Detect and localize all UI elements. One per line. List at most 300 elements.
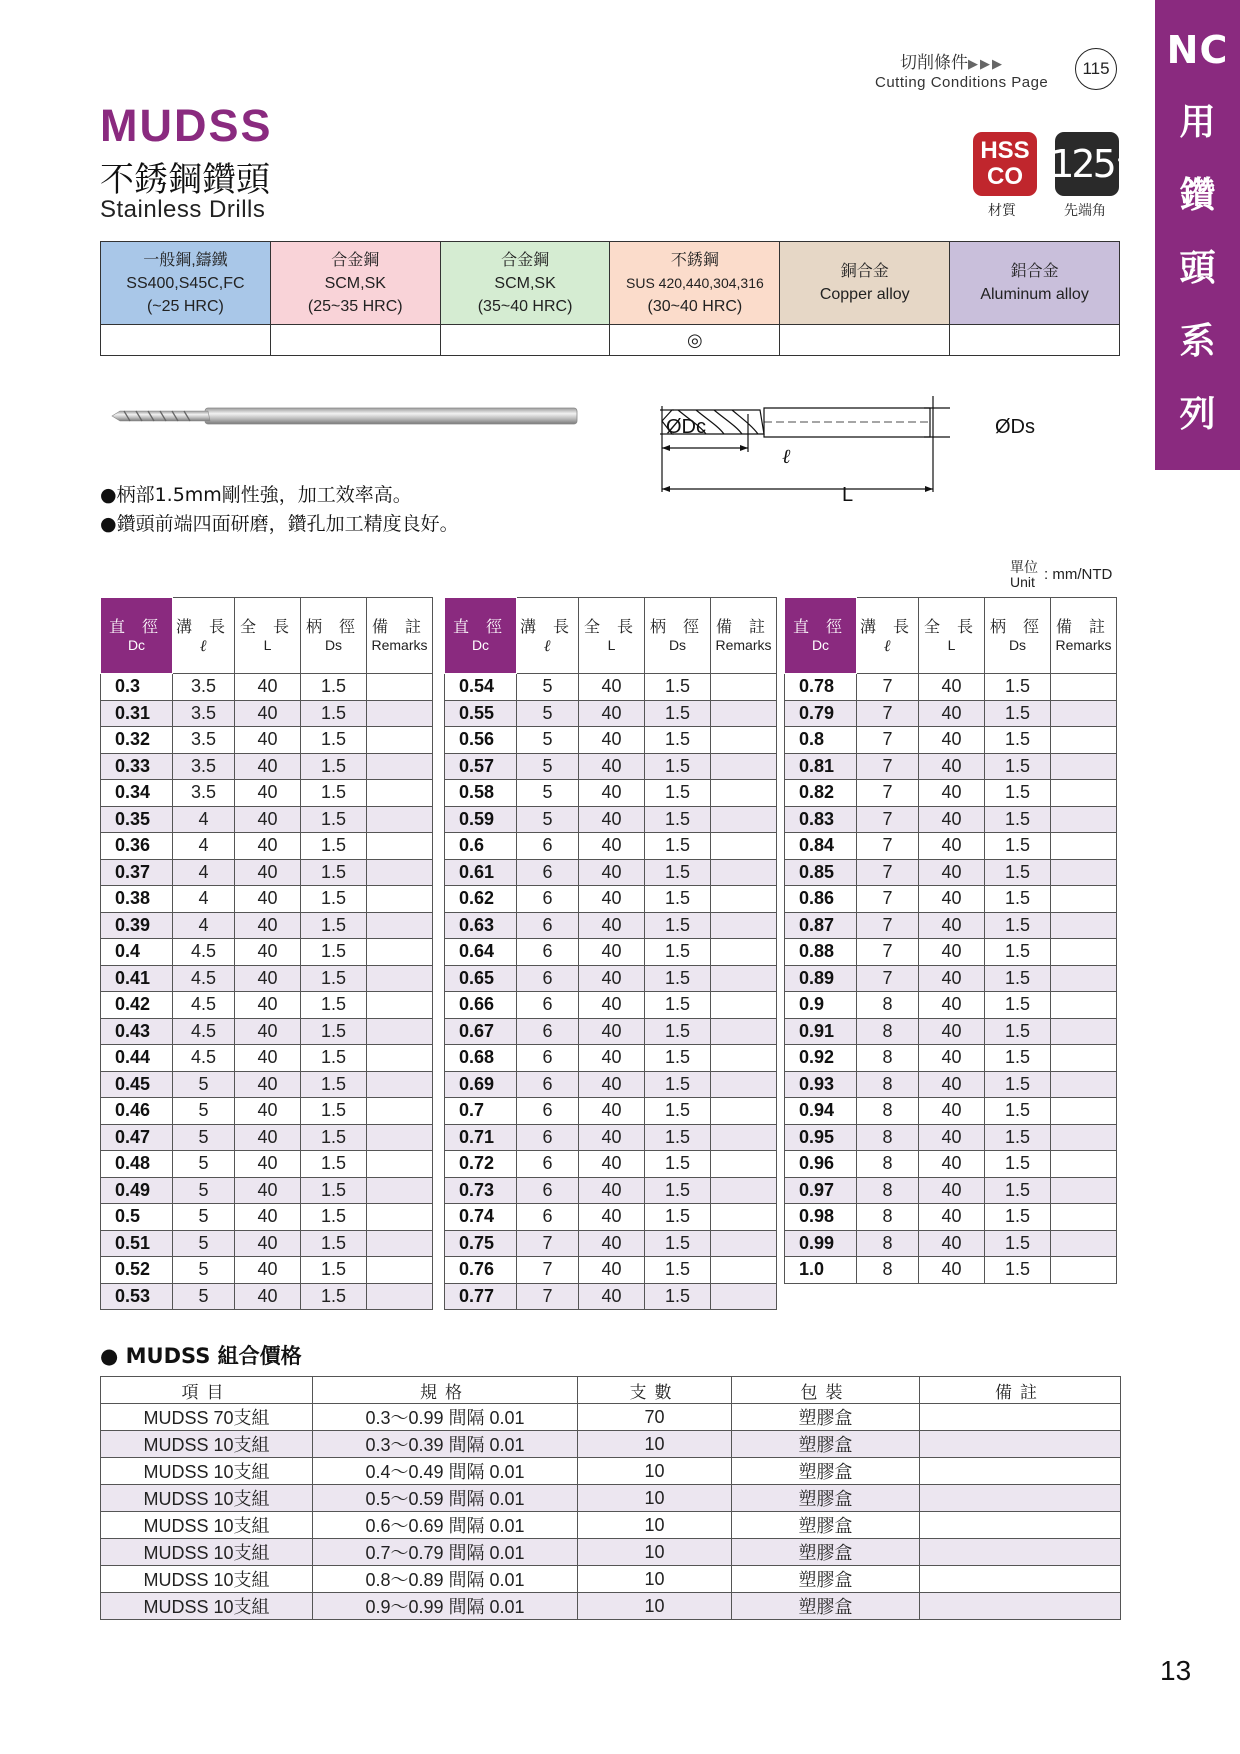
- material-cell: [270, 242, 440, 325]
- remarks-cell: [711, 1071, 777, 1098]
- spec-row: [445, 727, 777, 754]
- shank-diameter-cell: 1.5: [645, 780, 711, 807]
- flute-length-cell: 6: [517, 1071, 579, 1098]
- flute-length-cell: 4: [173, 833, 235, 860]
- diameter-cell: 0.75: [445, 1230, 517, 1257]
- overall-length-cell: 40: [579, 674, 645, 701]
- overall-length-cell: 40: [919, 1257, 985, 1284]
- diameter-cell: 0.46: [101, 1098, 173, 1125]
- flute-length-cell: 3.5: [173, 700, 235, 727]
- shank-diameter-cell: 1.5: [301, 700, 367, 727]
- material-cell: [950, 242, 1120, 325]
- diameter-cell: 1.0: [785, 1257, 857, 1284]
- flute-length-cell: 8: [857, 1018, 919, 1045]
- page-reference-badge[interactable]: 115: [1075, 48, 1117, 90]
- set-item-cell: MUDSS 10支組: [101, 1539, 313, 1566]
- point-angle-value: 125: [1050, 142, 1114, 186]
- spec-row: [101, 1230, 433, 1257]
- set-spec-cell: 0.5～0.59 間隔 0.01: [313, 1485, 578, 1512]
- overall-length-cell: 40: [579, 1177, 645, 1204]
- shank-diameter-cell: 1.5: [985, 753, 1051, 780]
- set-section-title: ● MUDSS 組合價格: [100, 1344, 302, 1368]
- remarks-cell: [1051, 859, 1117, 886]
- point-angle-label: 先端角: [1064, 202, 1106, 218]
- shank-diameter-cell: 1.5: [645, 886, 711, 913]
- shank-diameter-cell: 1.5: [645, 806, 711, 833]
- remarks-cell: [1051, 965, 1117, 992]
- diameter-cell: 0.72: [445, 1151, 517, 1178]
- shank-diameter-header-en: Ds: [1008, 636, 1027, 653]
- overall-length-cell: 40: [919, 753, 985, 780]
- overall-length-header: [919, 598, 985, 674]
- overall-length-cell: 40: [579, 886, 645, 913]
- flute-length-cell: 6: [517, 859, 579, 886]
- shank-diameter-cell: 1.5: [985, 1177, 1051, 1204]
- remarks-cell: [367, 1257, 433, 1284]
- shank-diameter-cell: 1.5: [301, 1071, 367, 1098]
- overall-length-cell: 40: [579, 939, 645, 966]
- shank-diameter-cell: 1.5: [645, 1230, 711, 1257]
- overall-length-cell: 40: [919, 727, 985, 754]
- overall-length-cell: 40: [919, 1204, 985, 1231]
- set-item-cell: MUDSS 70支組: [101, 1404, 313, 1431]
- flute-length-cell: 7: [517, 1283, 579, 1310]
- remarks-cell: [367, 1045, 433, 1072]
- feature-bullet: ●柄部1.5mm剛性強，加工效率高。: [100, 484, 412, 506]
- overall-length-header-en: L: [947, 636, 956, 653]
- diameter-cell: 0.74: [445, 1204, 517, 1231]
- flute-length-cell: 8: [857, 1257, 919, 1284]
- remarks-cell: [711, 727, 777, 754]
- diameter-cell: 0.85: [785, 859, 857, 886]
- remarks-cell: [711, 806, 777, 833]
- remarks-cell: [367, 780, 433, 807]
- set-package-cell: 塑膠盒: [732, 1485, 920, 1512]
- overall-length-header: [235, 598, 301, 674]
- remarks-cell: [711, 1045, 777, 1072]
- remarks-cell: [1051, 674, 1117, 701]
- flute-length-cell: 5: [517, 674, 579, 701]
- flute-length-cell: 7: [857, 833, 919, 860]
- shank-diameter-cell: 1.5: [301, 1018, 367, 1045]
- overall-length-cell: 40: [235, 886, 301, 913]
- remarks-cell: [1051, 753, 1117, 780]
- overall-length-cell: 40: [235, 965, 301, 992]
- diameter-cell: 0.87: [785, 912, 857, 939]
- remarks-header-zh: 備 註: [715, 616, 772, 636]
- set-package-cell: 塑膠盒: [732, 1566, 920, 1593]
- overall-length-cell: 40: [235, 1124, 301, 1151]
- degree-sign: °: [1116, 156, 1124, 172]
- overall-length-cell: 40: [235, 1257, 301, 1284]
- shank-diameter-header: [645, 598, 711, 674]
- point-angle-badge: [1050, 132, 1124, 196]
- diameter-cell: 0.51: [101, 1230, 173, 1257]
- diameter-cell: 0.32: [101, 727, 173, 754]
- flute-length-cell: 5: [517, 727, 579, 754]
- flute-length-cell: 3.5: [173, 727, 235, 754]
- spec-row: [445, 1230, 777, 1257]
- spec-row: [101, 1018, 433, 1045]
- spec-row: [101, 886, 433, 913]
- flute-length-header-en: ℓ: [544, 635, 551, 655]
- remarks-cell: [711, 992, 777, 1019]
- remarks-cell: [367, 965, 433, 992]
- remarks-cell: [1051, 1071, 1117, 1098]
- diameter-cell: 0.82: [785, 780, 857, 807]
- overall-length-cell: 40: [235, 1204, 301, 1231]
- spec-row: [101, 753, 433, 780]
- diameter-cell: 0.68: [445, 1045, 517, 1072]
- diameter-cell: 0.77: [445, 1283, 517, 1310]
- set-header-row: [101, 1377, 1121, 1404]
- set-package-cell: 塑膠盒: [732, 1458, 920, 1485]
- spec-row: [445, 1045, 777, 1072]
- overall-length-cell: 40: [235, 833, 301, 860]
- overall-length-cell: 40: [919, 1098, 985, 1125]
- shank-diameter-cell: 1.5: [985, 1098, 1051, 1125]
- overall-length-cell: 40: [579, 727, 645, 754]
- flute-length-cell: 4.5: [173, 965, 235, 992]
- shank-diameter-cell: 1.5: [301, 1204, 367, 1231]
- material-mark-cell: [950, 325, 1120, 356]
- flute-length-cell: 6: [517, 1177, 579, 1204]
- spec-row: [785, 992, 1117, 1019]
- material-text: SS400,S45C,FC: [126, 274, 245, 292]
- spec-row: [445, 1018, 777, 1045]
- remarks-cell: [1051, 1124, 1117, 1151]
- overall-length-cell: 40: [579, 1018, 645, 1045]
- flute-length-cell: 7: [517, 1257, 579, 1284]
- remarks-cell: [367, 674, 433, 701]
- set-row: [101, 1539, 1121, 1566]
- remarks-cell: [1051, 1151, 1117, 1178]
- overall-length-cell: 40: [235, 1098, 301, 1125]
- flute-length-header-zh: 溝 長: [859, 616, 916, 636]
- set-price-table: [100, 1376, 1121, 1620]
- flute-length-label: ℓ: [782, 444, 791, 468]
- spec-table: [784, 597, 1117, 1284]
- remarks-cell: [711, 1098, 777, 1125]
- set-row: [101, 1512, 1121, 1539]
- shank-diameter-cell: 1.5: [645, 912, 711, 939]
- shank-diameter-cell: 1.5: [301, 886, 367, 913]
- remarks-cell: [367, 859, 433, 886]
- spec-row: [101, 859, 433, 886]
- spec-row: [785, 727, 1117, 754]
- series-side-tab: [1155, 0, 1240, 470]
- diameter-cell: 0.56: [445, 727, 517, 754]
- diameter-cell: 0.34: [101, 780, 173, 807]
- shank-diameter-cell: 1.5: [645, 753, 711, 780]
- diameter-cell: 0.61: [445, 859, 517, 886]
- flute-length-cell: 4.5: [173, 992, 235, 1019]
- flute-length-cell: 6: [517, 833, 579, 860]
- flute-length-cell: 8: [857, 1230, 919, 1257]
- flute-length-cell: 7: [517, 1230, 579, 1257]
- flute-length-cell: 8: [857, 1071, 919, 1098]
- diameter-cell: 0.35: [101, 806, 173, 833]
- spec-row: [785, 939, 1117, 966]
- side-tab-char: 用: [1179, 102, 1216, 143]
- material-text: 鋁合金: [1010, 263, 1059, 280]
- unit-note: [1010, 560, 1038, 590]
- shank-diameter-cell: 1.5: [301, 674, 367, 701]
- set-count-cell: 10: [578, 1539, 732, 1566]
- spec-row: [445, 806, 777, 833]
- remarks-cell: [711, 1018, 777, 1045]
- flute-length-header: [857, 598, 919, 674]
- material-mark-cell: [101, 325, 271, 356]
- shank-diameter-cell: 1.5: [645, 1283, 711, 1310]
- set-row: [101, 1458, 1121, 1485]
- shank-diameter-cell: 1.5: [645, 1204, 711, 1231]
- remarks-cell: [711, 1177, 777, 1204]
- shank-diameter-cell: 1.5: [301, 1098, 367, 1125]
- remarks-cell: [367, 1124, 433, 1151]
- material-text: Aluminum alloy: [980, 286, 1089, 303]
- spec-row: [785, 806, 1117, 833]
- spec-row: [445, 912, 777, 939]
- diameter-cell: 0.81: [785, 753, 857, 780]
- flute-length-cell: 3.5: [173, 753, 235, 780]
- diameter-cell: 0.71: [445, 1124, 517, 1151]
- overall-length-cell: 40: [919, 806, 985, 833]
- flute-length-header-en: ℓ: [884, 635, 891, 655]
- shank-diameter-cell: 1.5: [985, 1230, 1051, 1257]
- unit-zh: 單位: [1010, 559, 1038, 575]
- flute-length-cell: 8: [857, 1204, 919, 1231]
- diameter-cell: 0.7: [445, 1098, 517, 1125]
- diameter-cell: 0.33: [101, 753, 173, 780]
- side-tab-char: 列: [1179, 394, 1216, 435]
- spec-row: [101, 912, 433, 939]
- material-text: 合金鋼: [331, 251, 380, 269]
- shank-diameter-header: [985, 598, 1051, 674]
- remarks-cell: [367, 1151, 433, 1178]
- diameter-cell: 0.66: [445, 992, 517, 1019]
- set-package-cell: 塑膠盒: [732, 1512, 920, 1539]
- shank-diameter-cell: 1.5: [645, 1257, 711, 1284]
- shank-diameter-cell: 1.5: [985, 806, 1051, 833]
- set-count-cell: 10: [578, 1512, 732, 1539]
- remarks-header: [711, 598, 777, 674]
- set-count-cell: 10: [578, 1431, 732, 1458]
- shank-diameter-cell: 1.5: [985, 1124, 1051, 1151]
- set-spec-cell: 0.9～0.99 間隔 0.01: [313, 1593, 578, 1620]
- diameter-cell: 0.57: [445, 753, 517, 780]
- spec-row: [785, 1018, 1117, 1045]
- spec-row: [445, 1283, 777, 1310]
- shank-diameter-cell: 1.5: [985, 833, 1051, 860]
- shank-diameter-cell: 1.5: [301, 992, 367, 1019]
- flute-length-cell: 4: [173, 886, 235, 913]
- diameter-cell: 0.73: [445, 1177, 517, 1204]
- side-tab-char: 系: [1179, 321, 1216, 362]
- overall-length-cell: 40: [919, 912, 985, 939]
- material-text: 銅合金: [840, 263, 889, 280]
- shank-diameter-header-zh: 柄 徑: [649, 616, 706, 636]
- set-item-cell: MUDSS 10支組: [101, 1431, 313, 1458]
- flute-length-cell: 7: [857, 780, 919, 807]
- shank-diameter-cell: 1.5: [645, 674, 711, 701]
- set-spec-cell: 0.3～0.39 間隔 0.01: [313, 1431, 578, 1458]
- remarks-header-en: Remarks: [715, 636, 772, 653]
- diameter-cell: 0.37: [101, 859, 173, 886]
- overall-length-cell: 40: [579, 1045, 645, 1072]
- spec-row: [785, 753, 1117, 780]
- overall-length-cell: 40: [235, 806, 301, 833]
- flute-length-cell: 5: [173, 1257, 235, 1284]
- remarks-cell: [711, 674, 777, 701]
- diameter-cell: 0.6: [445, 833, 517, 860]
- remarks-header-zh: 備 註: [371, 616, 428, 636]
- set-spec-cell: 0.8～0.89 間隔 0.01: [313, 1566, 578, 1593]
- spec-row: [445, 700, 777, 727]
- shank-diameter-cell: 1.5: [985, 965, 1051, 992]
- shank-diameter-cell: 1.5: [645, 1124, 711, 1151]
- flute-length-cell: 7: [857, 753, 919, 780]
- diameter-header: [101, 598, 173, 674]
- set-package-cell: 塑膠盒: [732, 1404, 920, 1431]
- spec-row: [101, 1124, 433, 1151]
- set-item-cell: MUDSS 10支組: [101, 1512, 313, 1539]
- spec-row: [785, 1257, 1117, 1284]
- overall-length-cell: 40: [579, 1098, 645, 1125]
- flute-length-cell: 5: [517, 780, 579, 807]
- spec-row: [785, 700, 1117, 727]
- overall-length-header: [579, 598, 645, 674]
- flute-length-cell: 8: [857, 1151, 919, 1178]
- shank-diameter-cell: 1.5: [645, 859, 711, 886]
- shank-diameter-header-en: Ds: [324, 636, 343, 653]
- material-cell: [610, 242, 780, 325]
- overall-length-cell: 40: [919, 1018, 985, 1045]
- side-tab-char: 頭: [1179, 248, 1216, 289]
- flute-length-cell: 7: [857, 700, 919, 727]
- diameter-cell: 0.84: [785, 833, 857, 860]
- material-mark-row: [101, 325, 1120, 356]
- shank-diameter-cell: 1.5: [301, 780, 367, 807]
- drill-photo: [110, 400, 580, 436]
- side-tab-char: 鑽: [1179, 175, 1216, 216]
- remarks-header-en: Remarks: [371, 636, 428, 653]
- spec-row: [445, 833, 777, 860]
- diameter-header-en: Dc: [127, 636, 146, 653]
- overall-length-cell: 40: [919, 992, 985, 1019]
- set-remarks-cell: [920, 1566, 1121, 1593]
- material-mark-cell: [440, 325, 610, 356]
- flute-length-cell: 4.5: [173, 1045, 235, 1072]
- spec-row: [785, 886, 1117, 913]
- shank-diameter-cell: 1.5: [301, 912, 367, 939]
- overall-length-cell: 40: [919, 1124, 985, 1151]
- flute-length-cell: 8: [857, 1124, 919, 1151]
- remarks-cell: [711, 886, 777, 913]
- diameter-cell: 0.9: [785, 992, 857, 1019]
- remarks-cell: [367, 1177, 433, 1204]
- material-text: (~25 HRC): [146, 297, 224, 315]
- material-mark-cell: ◎: [610, 325, 780, 356]
- diameter-cell: 0.3: [101, 674, 173, 701]
- set-remarks-cell: [920, 1539, 1121, 1566]
- material-cell: [440, 242, 610, 325]
- spec-row: [101, 727, 433, 754]
- remarks-cell: [1051, 1177, 1117, 1204]
- flute-length-cell: 5: [173, 1098, 235, 1125]
- shank-diameter-cell: 1.5: [301, 1257, 367, 1284]
- spec-row: [445, 886, 777, 913]
- shank-diameter-cell: 1.5: [645, 1071, 711, 1098]
- cutting-conditions-zh: 切削條件: [900, 53, 968, 72]
- diameter-cell: 0.65: [445, 965, 517, 992]
- spec-row: [785, 1204, 1117, 1231]
- set-row: [101, 1566, 1121, 1593]
- flute-length-cell: 5: [173, 1230, 235, 1257]
- remarks-cell: [367, 886, 433, 913]
- flute-length-header-zh: 溝 長: [519, 616, 576, 636]
- overall-length-cell: 40: [579, 833, 645, 860]
- spec-row: [445, 859, 777, 886]
- spec-row: [101, 1098, 433, 1125]
- shank-diameter-cell: 1.5: [301, 939, 367, 966]
- diameter-cell: 0.58: [445, 780, 517, 807]
- set-count-cell: 70: [578, 1404, 732, 1431]
- cutting-conditions-link[interactable]: [900, 48, 1004, 73]
- flute-length-cell: 6: [517, 912, 579, 939]
- diameter-cell: 0.48: [101, 1151, 173, 1178]
- diameter-cell: 0.49: [101, 1177, 173, 1204]
- shank-diameter-cell: 1.5: [301, 833, 367, 860]
- diameter-cell: 0.31: [101, 700, 173, 727]
- remarks-cell: [367, 1098, 433, 1125]
- diameter-cell: 0.45: [101, 1071, 173, 1098]
- set-remarks-cell: [920, 1458, 1121, 1485]
- drill-dimension-diagram: [660, 396, 1020, 496]
- spec-row: [785, 965, 1117, 992]
- flute-length-cell: 6: [517, 965, 579, 992]
- shank-diameter-cell: 1.5: [645, 833, 711, 860]
- shank-diameter-cell: 1.5: [645, 1018, 711, 1045]
- shank-diameter-cell: 1.5: [985, 992, 1051, 1019]
- flute-length-cell: 4.5: [173, 1018, 235, 1045]
- material-text: (30~40 HRC): [647, 297, 743, 315]
- diameter-header: [785, 598, 857, 674]
- flute-length-cell: 6: [517, 1124, 579, 1151]
- overall-length-cell: 40: [235, 1177, 301, 1204]
- product-title-en: Stainless Drills: [100, 196, 266, 223]
- overall-length-cell: 40: [235, 753, 301, 780]
- set-item-cell: MUDSS 10支組: [101, 1485, 313, 1512]
- diameter-header-zh: 直 徑: [108, 616, 165, 636]
- overall-length-cell: 40: [579, 1283, 645, 1310]
- overall-length-cell: 40: [579, 1151, 645, 1178]
- overall-length-cell: 40: [235, 700, 301, 727]
- diameter-cell: 0.79: [785, 700, 857, 727]
- spec-row: [101, 1257, 433, 1284]
- spec-row: [445, 1071, 777, 1098]
- remarks-cell: [367, 700, 433, 727]
- material-text: (25~35 HRC): [307, 297, 403, 315]
- diameter-cell: 0.41: [101, 965, 173, 992]
- shank-diameter-cell: 1.5: [301, 753, 367, 780]
- remarks-header: [367, 598, 433, 674]
- spec-table: [100, 597, 433, 1310]
- remarks-cell: [1051, 806, 1117, 833]
- remarks-cell: [1051, 700, 1117, 727]
- overall-length-header-zh: 全 長: [583, 616, 640, 636]
- material-text: (35~40 HRC): [477, 297, 573, 315]
